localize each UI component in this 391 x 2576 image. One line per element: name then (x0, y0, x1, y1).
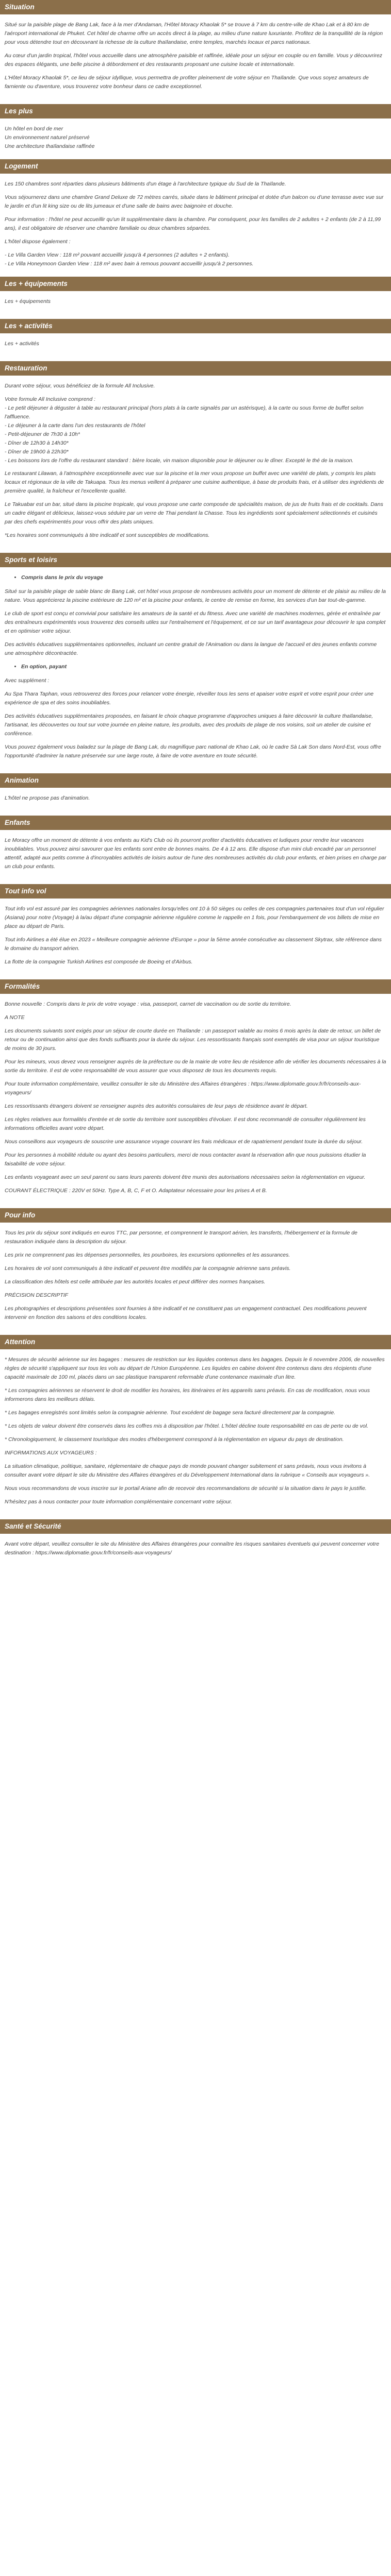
list-item: - Les boissons lors de l'offre du restaurant standard : bière locale, vin maison disponible pour le déjeuner ou le dîner. Excepté le thé de la maison. (5, 457, 354, 464)
section-title-sante: Santé et Sécurité (0, 1519, 391, 1534)
section-title-restauration: Restauration (0, 361, 391, 376)
section-restauration (0, 361, 391, 553)
paragraph: Les enfants voyageant avec un seul parent ou sans leurs parents doivent être munis des autorisations nécessaires selon la réglementation en vigueur. (5, 1174, 366, 1180)
paragraph: L'Hôtel Moracy Khaolak 5*, ce lieu de séjour idyllique, vous permettra de profiter pleinement de votre séjour en Thaïlande. Que vous soyez amateurs de farniente ou d'aventure, vous trouverez votre bonheur dans ce cadre exceptionnel. (5, 75, 369, 90)
list-item: - Le petit déjeuner à déguster à table au restaurant principal (hors plats à la carte signalés par un astérisque), à la carte ou sous forme de buffet selon l'affluence. (5, 405, 364, 420)
list-item: Une architecture thaïlandaise raffinée (5, 143, 95, 149)
paragraph: Tout info vol est assuré par les compagnies aériennes nationales lorsqu'elles ont 10 à 50 sièges ou celles de ces compagnies partenaires tout d'un vol régulier (Asiana) pour notre (Voyage) à la/au départ d'une compagnie aérienne régulière comme le rappelle en 1 fois, pour l'embarquement de vos billets de mise en place au départ de Paris. (5, 906, 384, 929)
paragraph: Vous séjournerez dans une chambre Grand Deluxe de 72 mètres carrés, située dans le bâtiment principal et dotée d'un balcon ou d'une terrasse avec vue sur le jardin et d'un lit king size ou de lits jumeaux et d'une salle de bains avec baignoire et douche. (5, 194, 384, 209)
paragraph: Des activités éducatives supplémentaires optionnelles, incluant un centre gratuit de l'Animation ou dans la langue de l'accueil et des jeunes enfants comme une atmosphère décontractée. (5, 641, 377, 656)
section-title-logement: Logement (0, 159, 391, 174)
paragraph: Le Moracy offre un moment de détente à vos enfants au Kid's Club où ils pourront profiter d'activités éducatives et ludiques pour rendre leur vacances inoubliables. Vous pouvez ainsi savourer que les enfants sont entre de bonnes mains. De 4 à 12 ans. Elle dispose d'un mini club encadré par un personnel attentif, adapté aux petits comme à d'incroyables activités de loisirs autour de l'une des nombreuses activités du club pour enfants, et bien prises en charge par un club pour enfants. (5, 837, 387, 870)
bullet-option: • En option, payant (21, 663, 386, 671)
paragraph: Des activités éducatives supplémentaires proposées, en faisant le choix chaque programme d'approches uniques à faire découvrir la culture thaïlandaise, l'artisanat, les découvertes ou tout sur votre journée en pleine nature, les produits, avec des produits de plage de nos voisins, soit un atelier de cuisine et conférence. (5, 713, 373, 737)
paragraph: Les règles relatives aux formalités d'entrée et de sortie du territoire sont susceptibles d'évoluer. Il est donc recommandé de consulter régulièrement les informations officielles avant votre départ. (5, 1116, 366, 1131)
paragraph: * Les bagages enregistrés sont limités selon la compagnie aérienne. Tout excédent de bagage sera facturé directement par la compagnie. (5, 1410, 336, 1416)
section-animation (0, 773, 391, 816)
section-title-plus: Les plus (0, 104, 391, 118)
paragraph: Les horaires de vol sont communiqués à titre indicatif et peuvent être modifiés par la compagnie aérienne sans préavis. (5, 1265, 291, 1272)
section-plus (0, 104, 391, 159)
section-formalites (0, 979, 391, 1208)
paragraph: Les + équipements (5, 298, 51, 304)
section-sante (0, 1519, 391, 1570)
section-title-attention: Attention (0, 1335, 391, 1349)
paragraph: Au Spa Thara Taphan, vous retrouverez des forces pour relancer votre énergie, réveiller tous les sens et apaiser votre esprit et votre esprit pour créer une expérience de spa et des soins inoubliables. (5, 691, 374, 706)
section-title-sports: Sports et loisirs (0, 553, 391, 567)
list-item: - Le déjeuner à la carte dans l'un des restaurants de l'hôtel (5, 422, 145, 429)
section-enfants (0, 816, 391, 884)
paragraph: PRÉCISION DESCRIPTIF (5, 1292, 69, 1298)
paragraph: Les prix ne comprennent pas les dépenses personnelles, les pourboires, les excursions optionnelles et les assurances. (5, 1252, 290, 1258)
paragraph: Pour les personnes à mobilité réduite ou ayant des besoins particuliers, merci de nous contacter avant la réservation afin que nous puissions étudier la faisabilité de votre séjour. (5, 1152, 366, 1167)
list-item: Un hôtel en bord de mer (5, 126, 63, 132)
paragraph: L'hôtel dispose également : (5, 239, 71, 245)
paragraph: Le Takuabar est un bar, situé dans la piscine tropicale, qui vous propose une carte composée de spécialités maison, de jus de fruits frais et de cocktails. Dans un cadre élégant et délicieux, laissez-vous séduire par un verre de Thai pendant la Chasse. Tous les ingrédients sont spécialement sélectionnés et cuisinés par des chefs expérimentés pour vous offrir des plats uniques. (5, 501, 383, 525)
paragraph: Nous vous recommandons de vous inscrire sur le portail Ariane afin de recevoir des recommandations de sécurité si la situation dans le pays le justifie. (5, 1485, 367, 1492)
section-attention (0, 1335, 391, 1519)
paragraph: Tous les prix du séjour sont indiqués en euros TTC, par personne, et comprennent le transport aérien, les transferts, l'hébergement et la formule de restauration indiquée dans la description du séjour. (5, 1230, 357, 1245)
paragraph: Vous pouvez également vous baladez sur la plage de Bang Lak, du magnifique parc national de Khao Lak, où le cadre Sà Lak Son dans Nord-Est, vous offre l'opportunité d'admirer la nature préservée sur une large route, à faire de votre aventure en toute sécurité. (5, 744, 381, 759)
paragraph: A NOTE (5, 1014, 25, 1021)
section-title-info-vol: Tout info vol (0, 884, 391, 899)
paragraph: * Les objets de valeur doivent être conservés dans les coffres mis à disposition par l'hôtel. L'hôtel décline toute responsabilité en cas de perte ou de vol. (5, 1423, 369, 1429)
paragraph: Situé sur la paisible plage de Bang Lak, face à la mer d'Andaman, l'Hôtel Moracy Khaolak 5* se trouve à 7 km du centre-ville de Khao Lak et à 80 km de l'aéroport international de Phuket. Cet hôtel de charme offre un accès direct à la plage, au milieu d'une nature luxuriante. Profitez de la tranquillité de la région pour vous détendre tout en découvrant la richesse de la culture thaïlandaise, entre temples, marchés locaux et parcs nationaux. (5, 22, 383, 45)
bullet-included: • Compris dans le prix du voyage (21, 573, 386, 582)
section-title-situation: Situation (0, 0, 391, 14)
paragraph: La situation climatique, politique, sanitaire, réglementaire de chaque pays de monde pouvant changer subitement et sans préavis, nous vous invitons à consulter avant votre départ le site du Ministère des Affaires étrangères et du Développement International dans la rubrique « Conseils aux voyageurs ». (5, 1463, 370, 1478)
paragraph: INFORMATIONS AUX VOYAGEURS : (5, 1450, 97, 1456)
paragraph: Nous conseillons aux voyageurs de souscrire une assurance voyage couvrant les frais médicaux et de rapatriement pendant toute la durée du séjour. (5, 1139, 363, 1145)
paragraph: * Mesures de sécurité aérienne sur les bagages : mesures de restriction sur les liquides contenus dans les bagages. Depuis le 6 novembre 2006, de nouvelles règles de sécurité s'appliquent sur tous les vols au départ de l'Union Européenne. Les liquides en cabine doivent être contenus dans des récipients d'une capacité maximale de 100 ml, placés dans un sac plastique transparent refermable d'une contenance maximale d'un litre. (5, 1357, 385, 1380)
paragraph: Les + activités (5, 341, 39, 347)
formula-label: Votre formule All Inclusive comprend : (5, 396, 96, 402)
paragraph: Les 150 chambres sont réparties dans plusieurs bâtiments d'un étage à l'architecture typique du Sud de la Thaïlande. (5, 181, 286, 187)
paragraph: Les ressortissants étrangers doivent se renseigner auprès des autorités consulaires de leur pays de résidence avant le départ. (5, 1103, 308, 1109)
paragraph: Au cœur d'un jardin tropical, l'hôtel vous accueille dans une atmosphère paisible et raffinée, idéale pour un séjour en couple ou en famille. Vous y découvrirez des espaces élégants, une belle piscine à débordement et des restaurants proposant une cuisine locale et internationale. (5, 53, 383, 67)
list-item: - Dîner de 12h30 à 14h30* (5, 440, 69, 446)
paragraph: Avant votre départ, veuillez consulter le site du Ministère des Affaires étrangères pour connaître les risques sanitaires éventuels qui peuvent concerner votre destination : https://www.diplomatie.gouv.fr/fr/conseils-aux-voyageurs/ (5, 1541, 380, 1556)
section-title-enfants: Enfants (0, 816, 391, 830)
paragraph: Les documents suivants sont exigés pour un séjour de courte durée en Thaïlande : un passeport valable au moins 6 mois après la date de retour, un billet de retour ou de continuation ainsi que des fonds suffisants pour la durée du séjour. Les ressortissants français sont exemptés de visa pour un séjour touristique de moins de 30 jours. (5, 1028, 381, 1052)
section-activites (0, 319, 391, 361)
section-title-equipements: Les + équipements (0, 277, 391, 291)
section-sports (0, 553, 391, 773)
paragraph: Bonne nouvelle : Compris dans le prix de votre voyage : visa, passeport, carnet de vaccination ou de sortie du territoire. (5, 1001, 291, 1007)
list-item: - Petit-déjeuner de 7h30 à 10h* (5, 431, 80, 437)
paragraph: L'hôtel ne propose pas d'animation. (5, 795, 90, 801)
paragraph: Pour les mineurs, vous devez vous renseigner auprès de la préfecture ou de la mairie de votre lieu de résidence afin de vérifier les documents nécessaires à la sortie du territoire. Il est de votre responsabilité de vous assurer que vous disposez de tous les documents requis. (5, 1059, 386, 1074)
paragraph: Tout info Airlines a été élue en 2023 « Meilleure compagnie aérienne d'Europe » pour la 5ème année consécutive au classement Skytrax, site référence dans le domaine du transport aérien. (5, 937, 382, 952)
section-title-formalites: Formalités (0, 979, 391, 994)
section-title-activites: Les + activités (0, 319, 391, 333)
bullet-list (5, 573, 386, 582)
paragraph: La classification des hôtels est celle attribuée par les autorités locales et peut différer des normes françaises. (5, 1279, 266, 1285)
list-item: - Le Villa Honeymoon Garden View : 118 m² avec bain à remous pouvant accueillir jusqu'à 2 personnes. (5, 261, 254, 267)
paragraph: La flotte de la compagnie Turkish Airlines est composée de Boeing et d'Airbus. (5, 959, 193, 965)
list-item: - Le Villa Garden View : 118 m² pouvant accueillir jusqu'à 4 personnes (2 adultes + 2 enfants). (5, 252, 230, 258)
section-pour-info (0, 1208, 391, 1335)
paragraph: * Chronologiquement, le classement touristique des modes d'hébergement correspond à la réglementation en vigueur du pays de destination. (5, 1436, 344, 1443)
section-info-vol (0, 884, 391, 979)
section-title-animation: Animation (0, 773, 391, 788)
section-situation (0, 0, 391, 104)
paragraph: Avec supplément : (5, 677, 50, 684)
list-item: - Dîner de 19h00 à 22h30* (5, 449, 69, 455)
section-equipements (0, 277, 391, 319)
paragraph: COURANT ÉLECTRIQUE : 220V et 50Hz. Type A, B, C, F et O. Adaptateur nécessaire pour les prises A et B. (5, 1188, 267, 1194)
paragraph: Situé sur la paisible plage de sable blanc de Bang Lak, cet hôtel vous propose de nombreuses activités pour un moment de détente et de plaisir au milieu de la nature. Vous apprécierez la piscine extérieure de 120 m² et la piscine pour enfants, le centre de remise en forme, les services d'un bar tout-de-gamme. (5, 588, 386, 603)
section-title-pour-info: Pour info (0, 1208, 391, 1223)
section-logement (0, 159, 391, 277)
list-item: Un environnement naturel préservé (5, 134, 90, 141)
bullet-list (5, 663, 386, 671)
paragraph: Pour toute information complémentaire, veuillez consulter le site du Ministère des Affaires étrangères : https://www.diplomatie.gouv.fr/fr/conseils-aux-voyageurs/ (5, 1081, 361, 1096)
paragraph: Pour information : l'hôtel ne peut accueillir qu'un lit supplémentaire dans la chambre. Par conséquent, pour les familles de 2 adultes + 2 enfants (de 2 à 11,99 ans), il est obligatoire de réserver une chambre familiale ou deux chambres séparées. (5, 216, 381, 231)
paragraph: Durant votre séjour, vous bénéficiez de la formule All Inclusive. (5, 383, 155, 389)
paragraph: Le club de sport est conçu et convivial pour satisfaire les amateurs de la santé et du fitness. Avec une variété de machines modernes, gérée et entraînée par des entraîneurs expérimentés vous trouverez des conseils utiles sur l'entraînement et l'équipement, et ce sur un tarif avantageux pour découvrir le spa complet et en optimiser votre séjour. (5, 611, 386, 634)
paragraph: Le restaurant Lilawan, à l'atmosphère exceptionnelle avec vue sur la piscine et la mer vous propose un buffet avec une variété de plats, y compris les plats locaux et régionaux de la ville de Takuapa. Tous les menus veillent à préparer une cuisine authentique, à base de produits frais, et à utiliser des ingrédients de première qualité, la fraîcheur et l'excellente qualité. (5, 470, 384, 494)
paragraph: * Les compagnies aériennes se réservent le droit de modifier les horaires, les itinéraires et les appareils sans préavis. En cas de modification, nous vous informerons dans les meilleurs délais. (5, 1387, 370, 1402)
paragraph: Les photographies et descriptions présentées sont fournies à titre indicatif et ne constituent pas un engagement contractuel. Des modifications peuvent intervenir en fonction des saisons et des conditions locales. (5, 1306, 367, 1320)
paragraph: *Les horaires sont communiqués à titre indicatif et sont susceptibles de modifications. (5, 532, 210, 538)
paragraph: N'hésitez pas à nous contacter pour toute information complémentaire concernant votre séjour. (5, 1499, 233, 1505)
